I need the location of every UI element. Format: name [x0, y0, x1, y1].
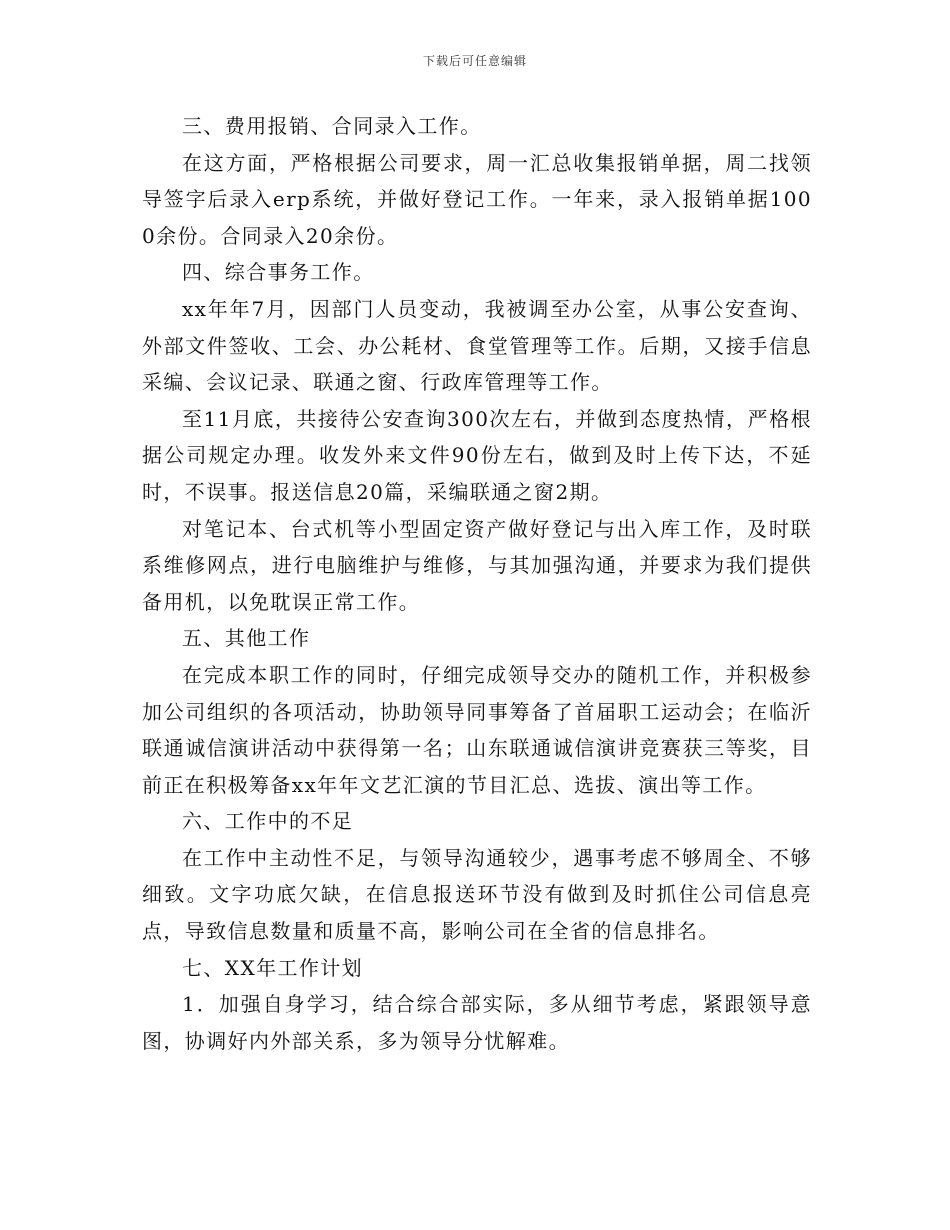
- paragraph-office-transfer: xx年年7月，因部门人员变动，我被调至办公室，从事公安查询、外部文件签收、工会、办公耗材、食堂管理等工作。后期，又接手信息采编、会议记录、联通之窗、行政库管理等工作。: [142, 296, 812, 395]
- paragraph-expense-details: 在这方面，严格根据公司要求，周一汇总收集报销单据，周二找领导签字后录入erp系统，并做好登记工作。一年来，录入报销单据1000余份。合同录入20余份。: [142, 150, 812, 248]
- paragraph-other-work: 在完成本职工作的同时，仔细完成领导交办的随机工作，并积极参加公司组织的各项活动，协助领导同事筹备了首届职工运动会；在临沂联通诚信演讲活动中获得第一名；山东联通诚信演讲竞赛获三等奖，目前正在积极筹备xx年年文艺汇演的节目汇总、选拔、演出等工作。: [142, 662, 812, 797]
- paragraph-plan-item-1: 1．加强自身学习，结合综合部实际，多从细节考虑，紧跟领导意图，协调好内外部关系，多为领导分忧解难。: [142, 992, 812, 1053]
- paragraph-november-summary: 至11月底，共接待公安查询300次左右，并做到态度热情，严格根据公司规定办理。收发外来文件90份左右，做到及时上传下达，不延时，不误事。报送信息20篇，采编联通之窗2期。: [142, 406, 812, 504]
- heading-expense-contract: 三、费用报销、合同录入工作。: [182, 114, 482, 138]
- paragraph-shortcomings: 在工作中主动性不足，与领导沟通较少，遇事考虑不够周全、不够细致。文字功底欠缺，在信息报送环节没有做到及时抓住公司信息亮点，导致信息数量和质量不高，影响公司在全省的信息排名。: [142, 845, 812, 944]
- document-body: [142, 108, 812, 1059]
- heading-general-affairs: 四、综合事务工作。: [182, 260, 375, 285]
- heading-work-plan: 七、XX年工作计划: [182, 955, 364, 980]
- paragraph-fixed-assets: 对笔记本、台式机等小型固定资产做好登记与出入库工作，及时联系维修网点，进行电脑维护与维修，与其加强沟通，并要求为我们提供备用机，以免耽误正常工作。: [142, 516, 812, 614]
- heading-other-work: 五、其他工作: [182, 626, 311, 651]
- download-note: 下载后可任意编辑: [422, 54, 527, 68]
- heading-shortcomings: 六、工作中的不足: [182, 809, 354, 834]
